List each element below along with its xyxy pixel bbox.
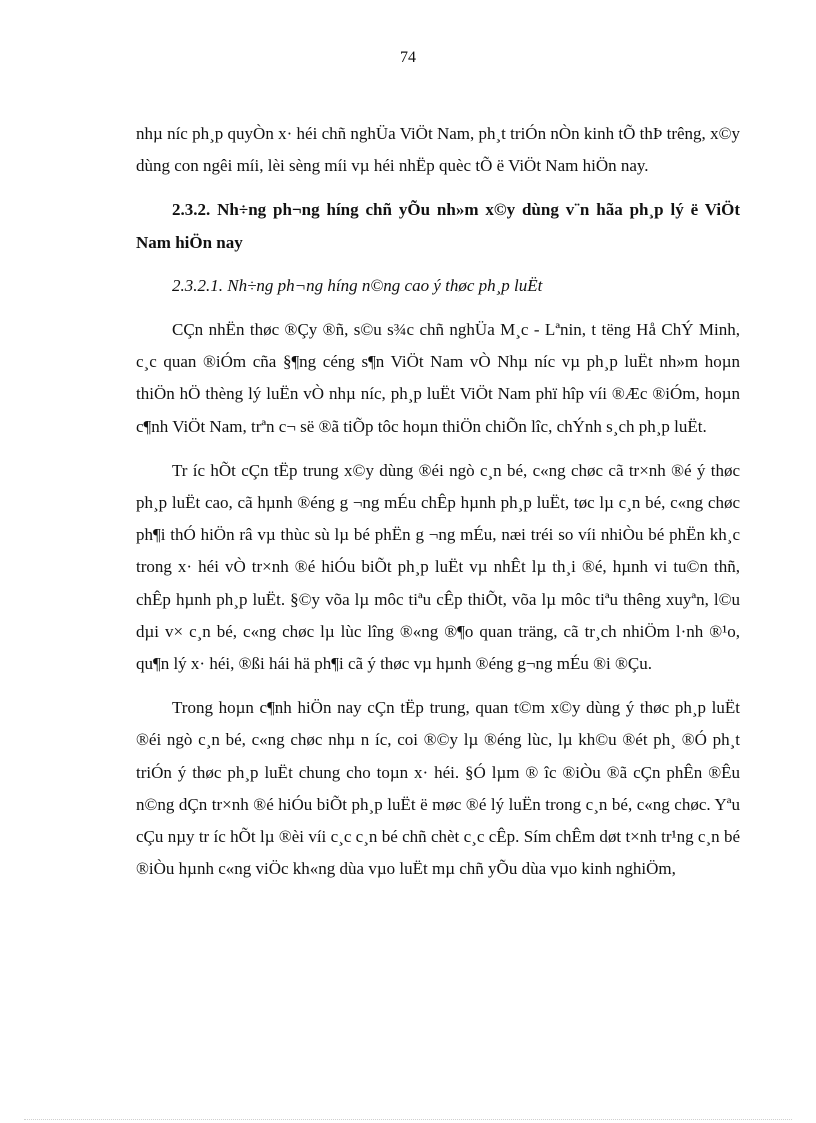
- paragraph-legal-theory: CÇn nhËn thøc ®Çy ®ñ, s©u s¾c chñ nghÜa M¸c - Lªnin, t tëng Hå ChÝ Minh, c¸c quan ®iÓm cña §¶ng céng s¶n ViÖt Nam vÒ Nhµ níc vµ ph¸p luËt nh»m hoµn thiÖn hÖ thèng lý luËn vÒ nhµ níc, ph¸p luËt ViÖt Nam phï hîp víi ®Æc ®iÓm, hoµn c¶nh ViÖt Nam, trªn c¬ së ®ã tiÕp tôc hoµn thiÖn chiÕn lîc, chÝnh s¸ch ph¸p luËt.: [136, 320, 740, 436]
- page-bottom-divider: [24, 1119, 792, 1120]
- page-number: 74: [400, 49, 416, 66]
- subsection-heading-2-3-2-1: 2.3.2.1. Nh÷ng ph¬ng híng n©ng cao ý thøc ph¸p luËt: [172, 275, 543, 295]
- paragraph-continuation: nhµ níc ph¸p quyÒn x· héi chñ nghÜa ViÖt Nam, ph¸t triÓn nÒn kinh tÕ thÞ trêng, x©y dùng con ngêi míi, lèi sèng míi vµ héi nhËp quèc tÕ ë ViÖt Nam hiÖn nay.: [136, 124, 740, 176]
- document-body: [136, 118, 740, 897]
- section-heading-2-3-2: 2.3.2. Nh÷ng ph¬ng híng chñ yÕu nh»m x©y dùng v¨n hãa ph¸p lý ë ViÖt Nam hiÖn nay: [136, 200, 740, 252]
- paragraph-current-context: Trong hoµn c¶nh hiÖn nay cÇn tËp trung, quan t©m x©y dùng ý thøc ph¸p luËt ®éi ngò c¸n bé, c«ng chøc nhµ n íc, coi ®©y lµ ®éng lùc, lµ kh©u ®ét ph¸ ®Ó ph¸t triÓn ý thøc ph¸p luËt chung cho toµn x· héi. §Ó lµm ® îc ®iÒu ®ã cÇn phÊn ®Êu n©ng dÇn tr×nh ®é hiÓu biÕt ph¸p luËt ë møc ®é lý luËn trong c¸n bé, c«ng chøc. Yªu cÇu nµy tr íc hÕt lµ ®èi víi c¸c c¸n bé chñ chèt c¸c cÊp. Sím chÊm døt t×nh tr¹ng c¸n bé ®iÒu hµnh c«ng viÖc kh«ng dùa vµo luËt mµ chñ yÕu dùa vµo kinh nghiÖm,: [136, 698, 740, 879]
- paragraph-officials-awareness: Tr íc hÕt cÇn tËp trung x©y dùng ®éi ngò c¸n bé, c«ng chøc cã tr×nh ®é ý thøc ph¸p luËt cao, cã hµnh ®éng g ¬ng mÉu chÊp hµnh ph¸p luËt, tøc lµ c¸n bé, c«ng chøc ph¶i thÓ hiÖn râ vµ thùc sù lµ bé phËn g ¬ng mÉu, næi tréi so víi nhiÒu bé phËn kh¸c trong x· héi vÒ tr×nh ®é hiÓu biÕt ph¸p luËt vµ nhÊt lµ th¸i ®é, hµnh vi tu©n thñ, chÊp hµnh ph¸p luËt. §©y võa lµ môc tiªu cÊp thiÕt, võa lµ môc tiªu thêng xuyªn, l©u dµi v× c¸n bé, c«ng chøc lµ lùc lîng ®«ng ®¶o quan träng, cã tr¸ch nhiÖm l·nh ®¹o, qu¶n lý x· héi, ®ßi hái hä ph¶i cã ý thøc vµ hµnh ®éng g¬ng mÉu ®i ®Çu.: [136, 460, 740, 674]
